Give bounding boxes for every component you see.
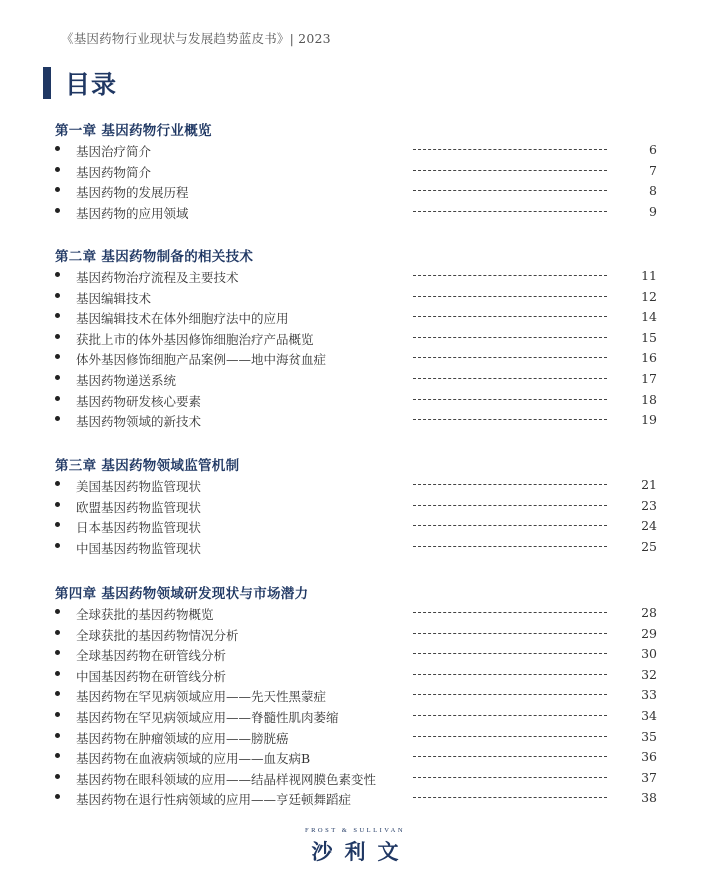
dotted-leader — [413, 399, 607, 400]
toc-entry-page-number: 14 — [641, 309, 657, 325]
toc-entry-page-number: 30 — [641, 646, 657, 662]
bullet-icon — [55, 416, 60, 421]
bullet-icon — [55, 146, 60, 151]
toc-entry[interactable] — [0, 667, 710, 687]
toc-entry-label: 获批上市的体外基因修饰细胞治疗产品概览 — [76, 331, 314, 347]
toc-entry-label: 体外基因修饰细胞产品案例——地中海贫血症 — [76, 352, 327, 368]
chapter-heading: 第二章 基因药物制备的相关技术 — [55, 249, 254, 265]
bullet-icon — [55, 208, 60, 213]
toc-entry[interactable] — [0, 183, 710, 203]
bullet-icon — [55, 630, 60, 635]
dotted-leader — [413, 211, 607, 212]
bullet-icon — [55, 167, 60, 172]
bullet-icon — [55, 794, 60, 799]
toc-entry-label: 基因药物研发核心要素 — [76, 393, 202, 409]
dotted-leader — [413, 633, 607, 634]
dotted-leader — [413, 715, 607, 716]
bullet-icon — [55, 481, 60, 486]
bullet-icon — [55, 671, 60, 676]
toc-entry-label: 基因编辑技术在体外细胞疗法中的应用 — [76, 311, 289, 327]
dotted-leader — [413, 484, 607, 485]
dotted-leader — [413, 296, 607, 297]
toc-entry[interactable] — [0, 268, 710, 288]
dotted-leader — [413, 275, 607, 276]
toc-entry-page-number: 17 — [641, 371, 657, 386]
toc-entry[interactable] — [0, 539, 710, 559]
toc-entry-page-number: 11 — [641, 268, 657, 283]
bullet-icon — [55, 272, 60, 277]
dotted-leader — [413, 546, 607, 547]
dotted-leader — [413, 316, 607, 317]
toc-entry-label: 基因药物在退行性病领域的应用——亨廷顿舞蹈症 — [76, 792, 352, 808]
toc-entry-label: 基因药物的应用领域 — [76, 205, 189, 221]
toc-entry-page-number: 32 — [641, 666, 657, 682]
toc-entry-label: 美国基因药物监管现状 — [76, 479, 202, 494]
toc-entry[interactable] — [0, 350, 710, 370]
dotted-leader — [413, 149, 607, 150]
dotted-leader — [413, 419, 607, 420]
bullet-icon — [55, 733, 60, 738]
toc-entry[interactable] — [0, 289, 710, 309]
bullet-icon — [55, 354, 60, 359]
toc-entry[interactable] — [0, 371, 710, 391]
chapter-heading: 第一章 基因药物行业概览 — [55, 123, 212, 139]
bullet-icon — [55, 396, 60, 401]
toc-entry-label: 欧盟基因药物监管现状 — [76, 499, 202, 515]
toc-entry-label: 基因编辑技术 — [76, 290, 152, 306]
toc-entry-page-number: 8 — [649, 183, 657, 199]
toc-entry-label: 基因药物的发展历程 — [76, 185, 189, 201]
toc-entry[interactable] — [0, 729, 710, 749]
toc-entry-label: 全球基因药物在研管线分析 — [76, 648, 227, 664]
toc-entry-label: 基因药物在眼科领域的应用——结晶样视网膜色素变性 — [76, 771, 377, 787]
toc-entry[interactable] — [0, 498, 710, 518]
bullet-icon — [55, 774, 60, 779]
toc-entry[interactable] — [0, 477, 710, 497]
toc-entry[interactable] — [0, 330, 710, 350]
dotted-leader — [413, 357, 607, 358]
dotted-leader — [413, 736, 607, 737]
bullet-icon — [55, 334, 60, 339]
toc-entry-label: 中国基因药物在研管线分析 — [76, 668, 227, 684]
toc-entry[interactable] — [0, 163, 710, 183]
toc-entry-label: 中国基因药物监管现状 — [76, 540, 202, 556]
bullet-icon — [55, 691, 60, 696]
toc-entry-label: 基因药物在肿瘤领域的应用——膀胱癌 — [76, 730, 289, 746]
toc-entry-page-number: 18 — [641, 391, 657, 407]
toc-entry-page-number: 34 — [641, 708, 657, 723]
title-accent-bar — [43, 67, 51, 99]
toc-entry[interactable] — [0, 412, 710, 432]
toc-entry-label: 基因药物简介 — [76, 164, 152, 180]
toc-entry-page-number: 25 — [641, 538, 657, 554]
toc-entry-page-number: 24 — [641, 518, 657, 534]
chapter-heading: 第三章 基因药物领域监管机制 — [55, 458, 240, 474]
toc-entry-label: 基因治疗简介 — [76, 144, 152, 159]
toc-entry-page-number: 9 — [649, 203, 657, 219]
toc-entry-label: 日本基因药物监管现状 — [76, 520, 202, 536]
dotted-leader — [413, 777, 607, 778]
toc-entry-page-number: 23 — [641, 497, 657, 513]
bullet-icon — [55, 543, 60, 548]
toc-entry-page-number: 29 — [641, 625, 657, 641]
toc-entry-page-number: 28 — [641, 605, 657, 620]
toc-entry[interactable] — [0, 309, 710, 329]
toc-entry[interactable] — [0, 204, 710, 224]
toc-entry[interactable] — [0, 605, 710, 625]
toc-entry-page-number: 37 — [641, 769, 657, 785]
toc-entry-page-number: 38 — [641, 790, 657, 806]
toc-entry-page-number: 7 — [649, 162, 657, 178]
toc-entry-page-number: 33 — [641, 687, 657, 703]
toc-entry-label: 基因药物治疗流程及主要技术 — [76, 270, 239, 285]
logo-chinese-text: 沙利文 — [311, 840, 411, 864]
bullet-icon — [55, 522, 60, 527]
toc-entry-page-number: 16 — [641, 350, 657, 366]
dotted-leader — [413, 612, 607, 613]
toc-entry-label: 基因药物在罕见病领域应用——先天性黑蒙症 — [76, 689, 327, 705]
bullet-icon — [55, 313, 60, 318]
toc-entry-page-number: 36 — [641, 749, 657, 765]
dotted-leader — [413, 337, 607, 338]
toc-entry-page-number: 15 — [641, 329, 657, 345]
dotted-leader — [413, 170, 607, 171]
toc-entry[interactable] — [0, 392, 710, 412]
toc-entry[interactable] — [0, 708, 710, 728]
toc-entry[interactable] — [0, 518, 710, 538]
toc-entry[interactable] — [0, 687, 710, 707]
toc-entry-label: 基因药物在罕见病领域应用——脊髓性肌肉萎缩 — [76, 710, 339, 725]
report-header: 《基因药物行业现状与发展趋势蓝皮书》| 2023 — [61, 31, 331, 46]
toc-entry-page-number: 21 — [641, 477, 657, 492]
logo-english-text: FROST & SULLIVAN — [304, 827, 406, 834]
toc-entry[interactable] — [0, 749, 710, 769]
toc-entry-page-number: 19 — [641, 412, 657, 428]
bullet-icon — [55, 293, 60, 298]
chapter-heading: 第四章 基因药物领域研发现状与市场潜力 — [55, 586, 309, 602]
toc-entry[interactable] — [0, 626, 710, 646]
dotted-leader — [413, 525, 607, 526]
dotted-leader — [413, 674, 607, 675]
page-title: 目录 — [65, 70, 118, 99]
bullet-icon — [55, 375, 60, 380]
toc-entry-label: 基因药物在血液病领域的应用——血友病B — [76, 751, 311, 767]
dotted-leader — [413, 190, 607, 191]
toc-entry-page-number: 6 — [649, 142, 657, 157]
toc-entry-label: 基因药物领域的新技术 — [76, 414, 202, 430]
toc-entry-label: 全球获批的基因药物概览 — [76, 607, 214, 622]
bullet-icon — [55, 753, 60, 758]
toc-entry-page-number: 12 — [641, 288, 657, 304]
toc-entry-label: 基因药物递送系统 — [76, 373, 177, 388]
dotted-leader — [413, 505, 607, 506]
bullet-icon — [55, 187, 60, 192]
bullet-icon — [55, 712, 60, 717]
bullet-icon — [55, 609, 60, 614]
toc-entry[interactable] — [0, 790, 710, 810]
toc-entry[interactable] — [0, 142, 710, 162]
frost-sullivan-logo — [0, 827, 710, 866]
dotted-leader — [413, 653, 607, 654]
dotted-leader — [413, 694, 607, 695]
toc-title-block — [43, 67, 117, 99]
dotted-leader — [413, 797, 607, 798]
toc-entry[interactable] — [0, 646, 710, 666]
toc-entry[interactable] — [0, 770, 710, 790]
dotted-leader — [413, 378, 607, 379]
toc-entry-page-number: 35 — [641, 728, 657, 744]
bullet-icon — [55, 650, 60, 655]
bullet-icon — [55, 502, 60, 507]
dotted-leader — [413, 756, 607, 757]
toc-entry-label: 全球获批的基因药物情况分析 — [76, 627, 239, 643]
